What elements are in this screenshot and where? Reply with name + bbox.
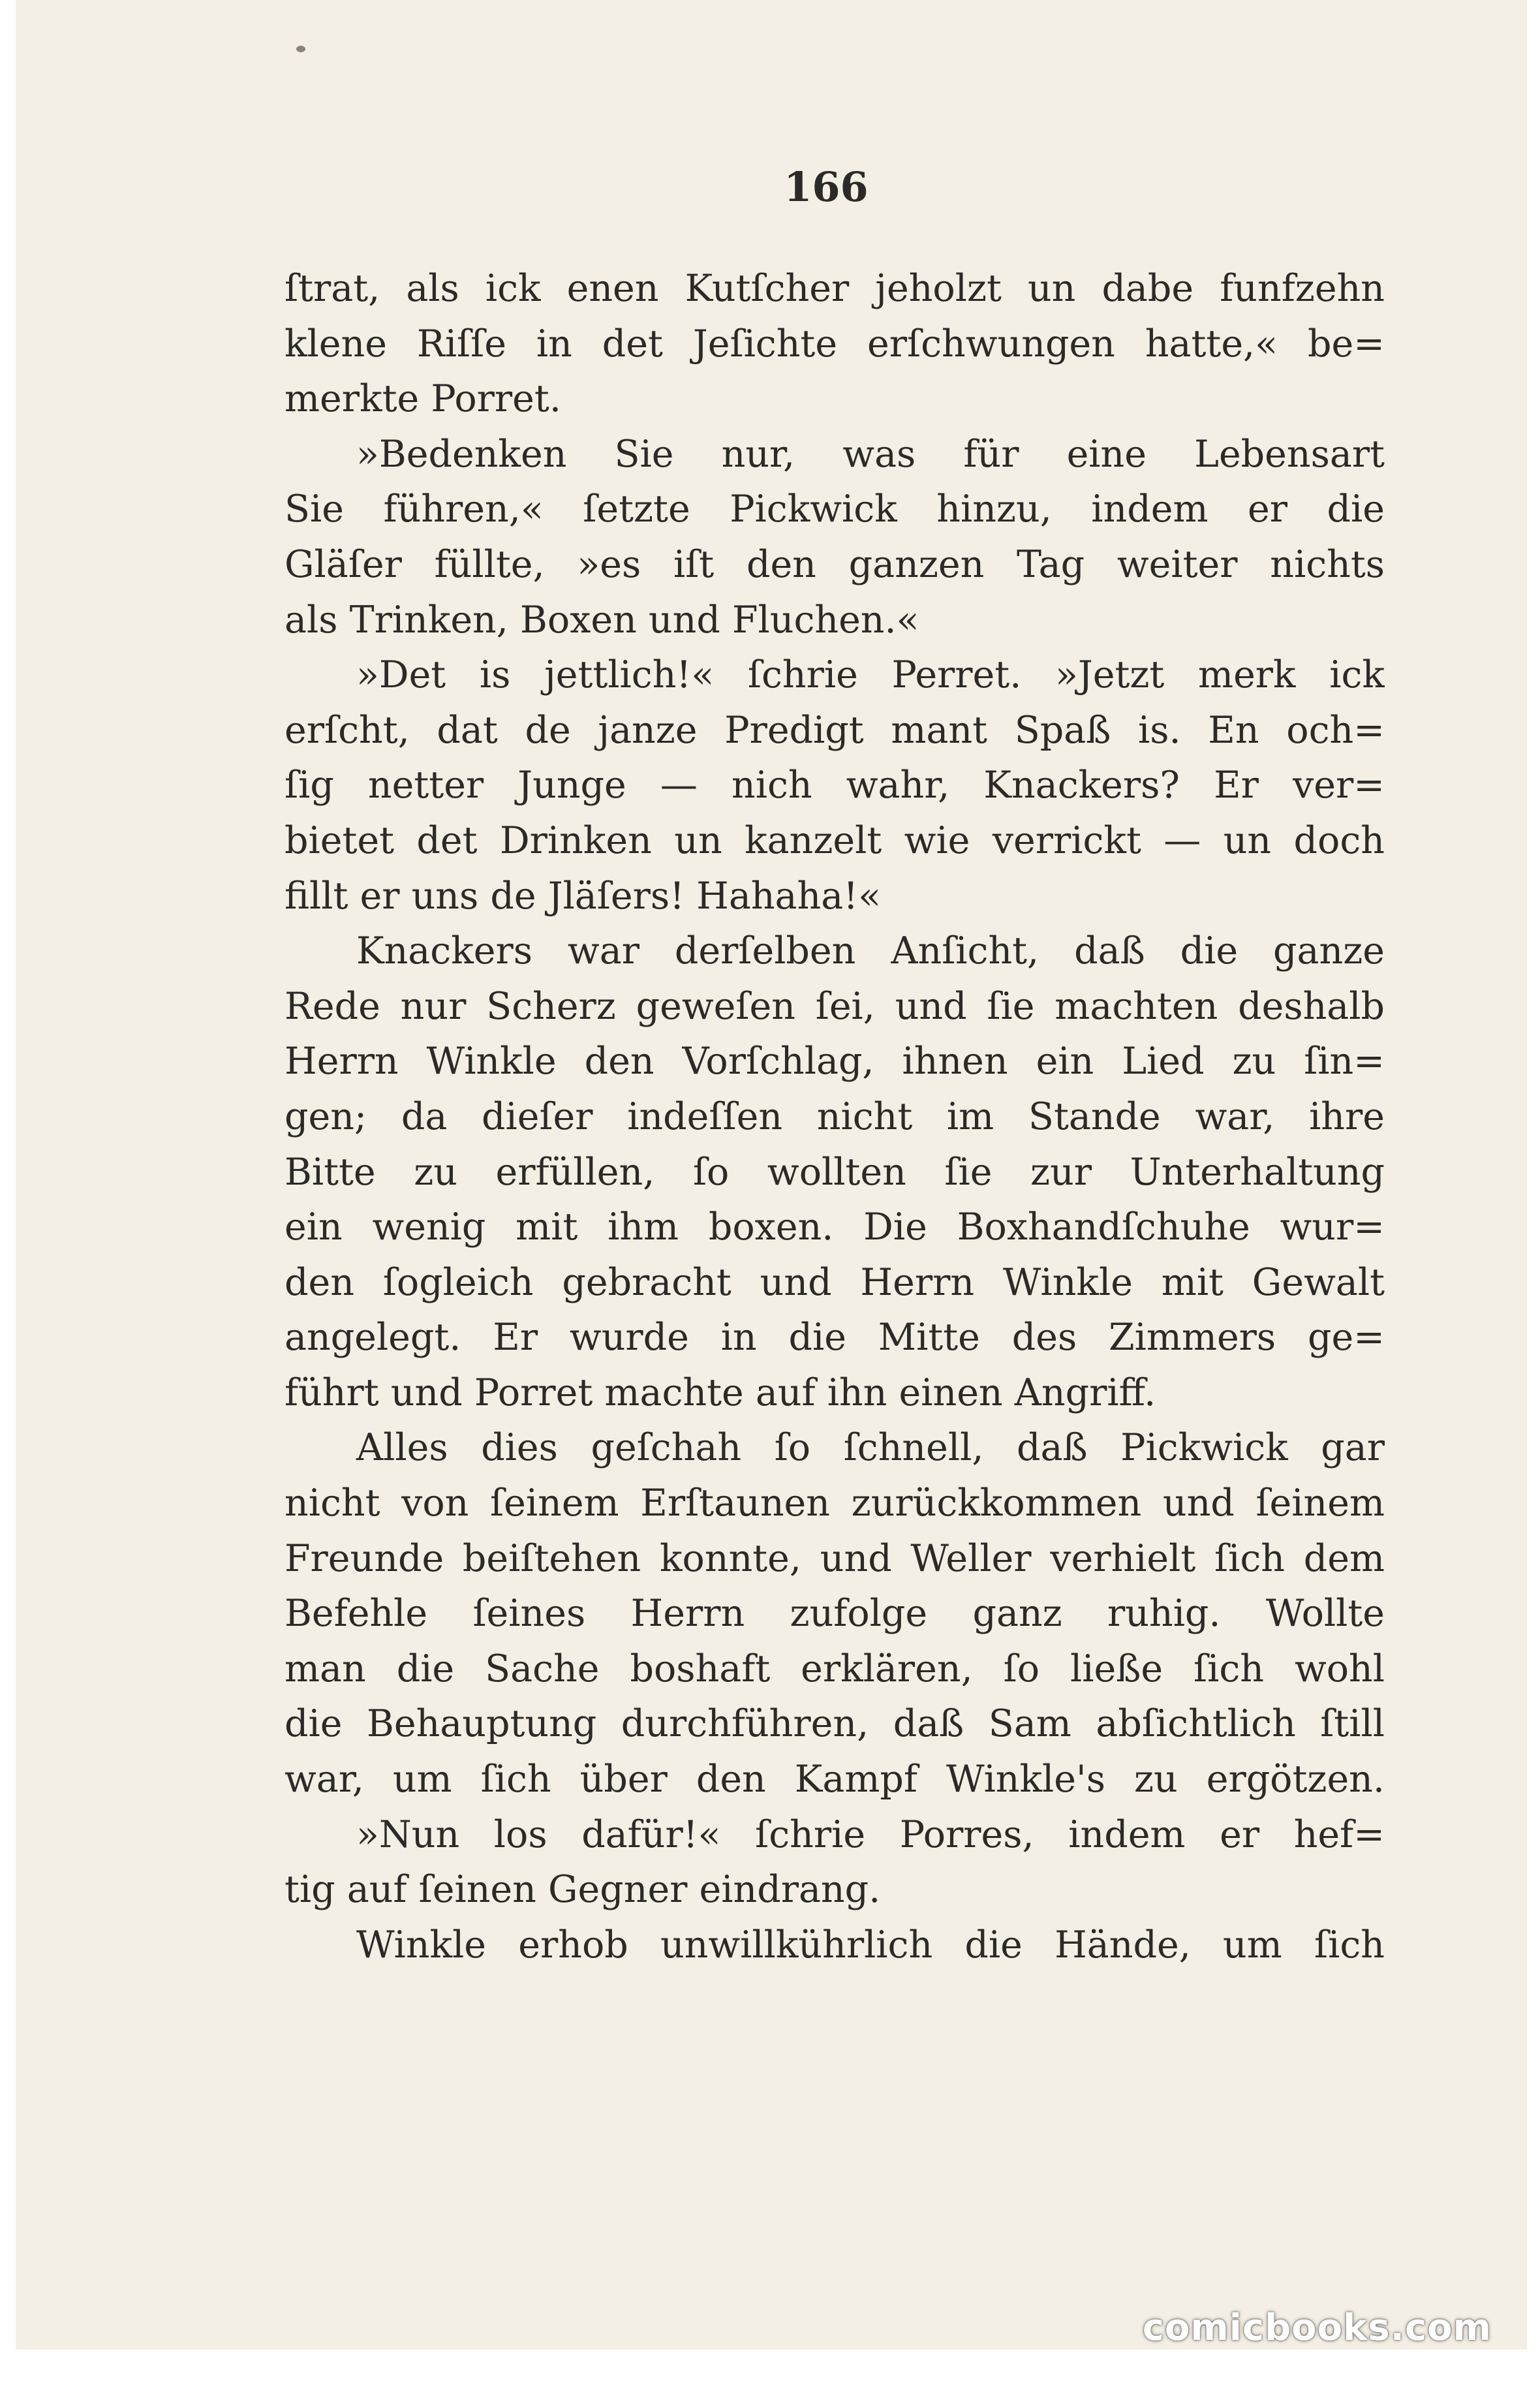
text-line: den ſogleich gebracht und Herrn Winkle mit Gewalt — [285, 1260, 1385, 1304]
text-line: Gläſer füllte, »es iſt den ganzen Tag weiter nichts — [285, 542, 1385, 586]
text-line: als Trinken, Boxen und Fluchen.« — [285, 598, 919, 642]
text-line: Sie führen,« ſetzte Pickwick hinzu, indem er die — [285, 488, 1385, 531]
body-text — [285, 261, 1385, 1972]
text-line: »Nun los dafür!« ſchrie Porres, indem er hef= — [356, 1813, 1385, 1856]
text-line: Freunde beiſtehen konnte, und Weller verhielt ſich dem — [285, 1536, 1385, 1580]
text-line: erſcht, dat de janze Predigt mant Spaß is. En och= — [285, 708, 1385, 752]
text-line: tig auf ſeinen Gegner eindrang. — [285, 1868, 881, 1912]
text-line: »Bedenken Sie nur, was für eine Lebensart — [356, 432, 1385, 476]
text-line: fillt er uns de Jläſers! Hahaha!« — [285, 874, 882, 918]
book-page-scan — [16, 0, 1527, 2376]
text-line: Befehle ſeines Herrn zufolge ganz ruhig. Wollte — [285, 1592, 1385, 1636]
watermark-label: comicbooks.com — [1142, 2307, 1492, 2349]
text-line: bietet det Drinken un kanzelt wie verrickt — un doch — [285, 818, 1385, 862]
text-line: Bitte zu erfüllen, ſo wollten ſie zur Unterhaltung — [285, 1150, 1385, 1194]
text-line: Rede nur Scherz geweſen ſei, und ſie machten deshalb — [285, 984, 1385, 1028]
text-line: Winkle erhob unwillkührlich die Hände, um ſich — [356, 1923, 1385, 1967]
text-line: nicht von ſeinem Erſtaunen zurückkommen und ſeinem — [285, 1482, 1385, 1525]
text-line: merkte Porret. — [285, 377, 561, 421]
text-line: führt und Porret machte auf ihn einen Angriff. — [285, 1371, 1156, 1414]
text-line: ſtrat, als ick enen Kutſcher jeholzt un dabe funfzehn — [285, 267, 1385, 310]
ink-speck — [296, 46, 305, 52]
text-line: man die Sache boshaft erklären, ſo ließe ſich wohl — [285, 1647, 1385, 1690]
text-line: war, um ſich über den Kampf Winkle's zu ergötzen. — [285, 1758, 1385, 1801]
page-number: 166 — [784, 163, 869, 211]
text-line: gen; da dieſer indeſſen nicht im Stande war, ihre — [285, 1095, 1385, 1138]
text-line: angelegt. Er wurde in die Mitte des Zimmers ge= — [285, 1316, 1385, 1360]
text-line: Alles dies geſchah ſo ſchnell, daß Pickwick gar — [356, 1426, 1385, 1470]
text-line: Knackers war derſelben Anſicht, daß die ganze — [356, 929, 1385, 973]
text-line: Herrn Winkle den Vorſchlag, ihnen ein Lied zu ſin= — [285, 1040, 1385, 1083]
text-line: ein wenig mit ihm boxen. Die Boxhandſchuhe wur= — [285, 1206, 1385, 1249]
scan-left-margin — [0, 0, 16, 2381]
text-line: »Det is jettlich!« ſchrie Perret. »Jetzt merk ick — [356, 653, 1385, 697]
text-line: die Behauptung durchführen, daß Sam abſichtlich ſtill — [285, 1702, 1385, 1746]
text-line: klene Riſſe in det Jeſichte erſchwungen hatte,« be= — [285, 322, 1385, 366]
text-line: ſig netter Junge — nich wahr, Knackers? Er ver= — [285, 764, 1385, 807]
scan-bottom-margin — [0, 2350, 1540, 2381]
